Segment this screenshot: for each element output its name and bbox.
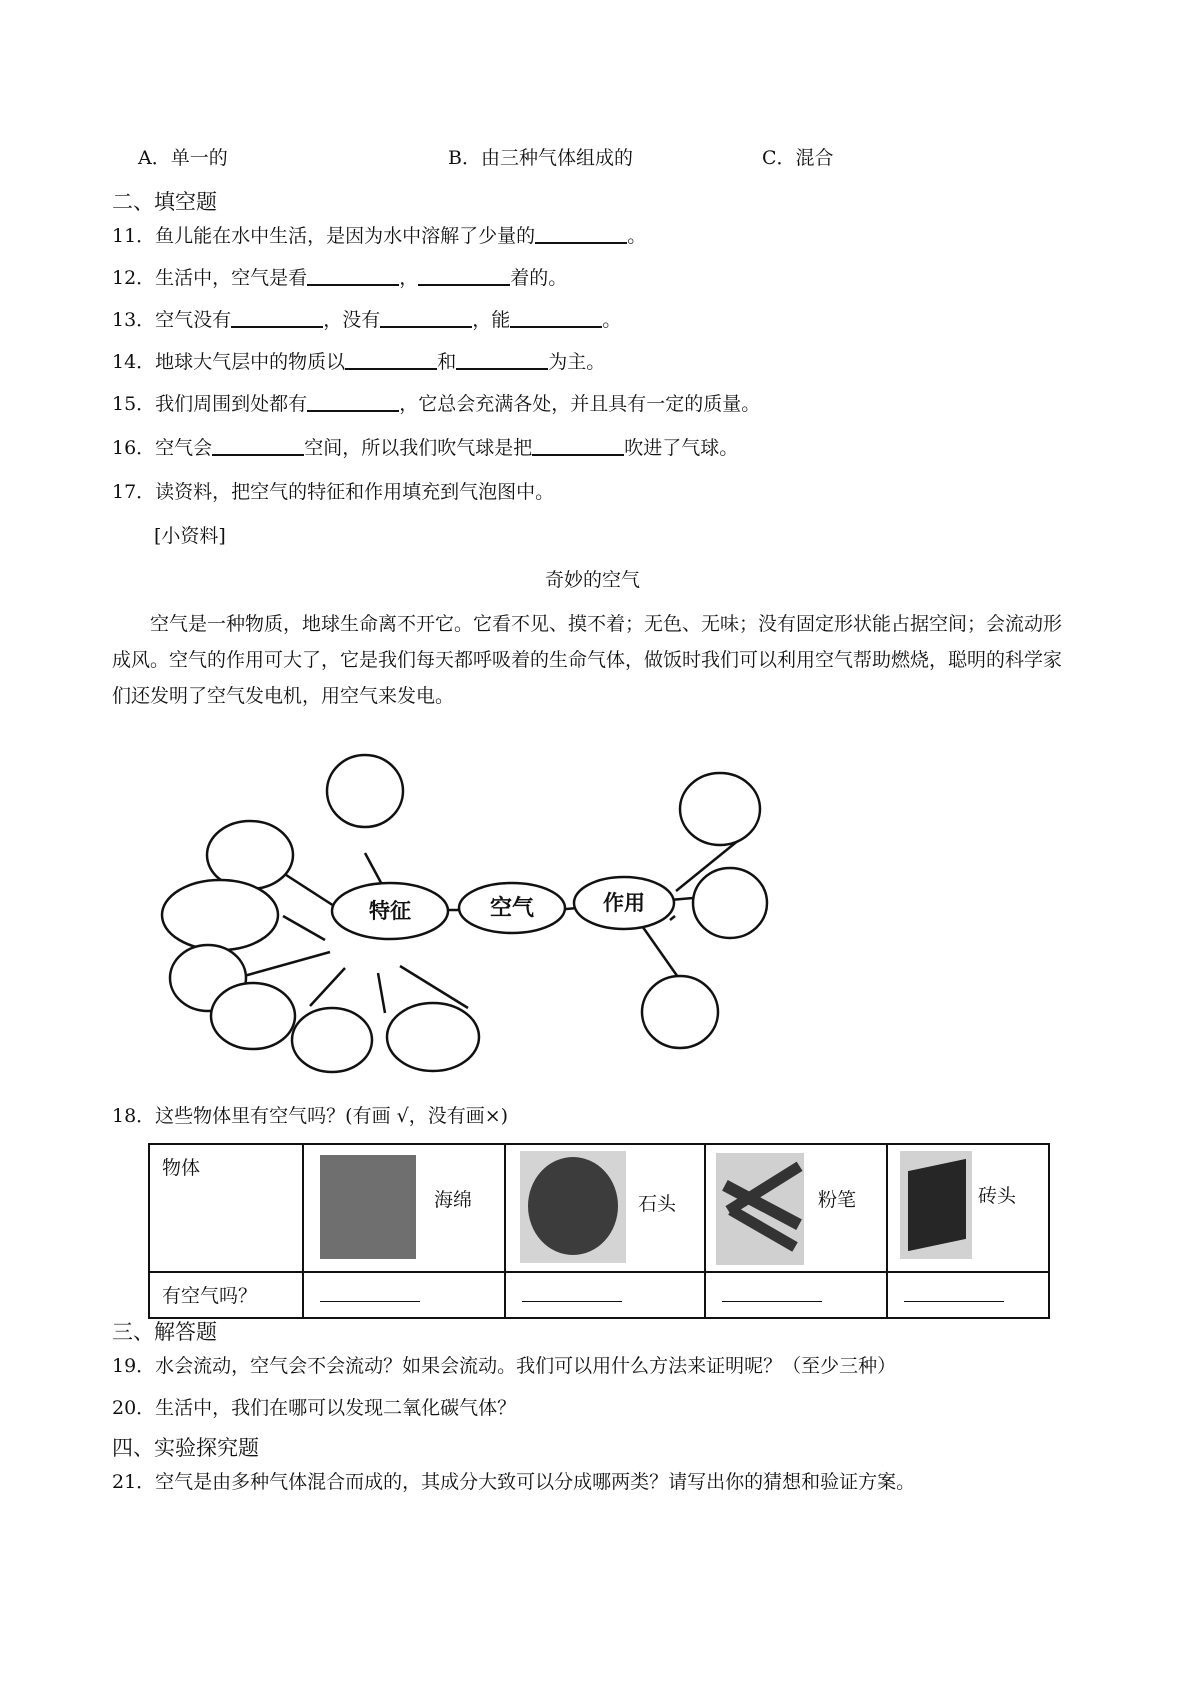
question-17: 17．读资料，把空气的特征和作用填充到气泡图中。: [112, 481, 555, 503]
cell-sponge: [303, 1144, 505, 1272]
q14-text: 14．地球大气层中的物质以: [112, 351, 346, 373]
chalk-image: [716, 1153, 804, 1265]
q12-mid: ，: [399, 267, 419, 289]
use-bubble-3[interactable]: [642, 976, 718, 1048]
air-label: 空气: [489, 896, 535, 921]
question-18: 18．这些物体里有空气吗？(有画 √，没有画×): [112, 1105, 509, 1127]
question-15: [112, 392, 760, 416]
use-bubble-2[interactable]: [693, 868, 767, 938]
section-title-answer: 三、解答题: [112, 1320, 217, 1344]
question-12: [112, 266, 567, 290]
answer-line[interactable]: [904, 1301, 1004, 1302]
feature-label: 特征: [369, 899, 411, 923]
cell-brick: [887, 1144, 1049, 1272]
stone-image: [520, 1151, 626, 1263]
q11-end: 。: [627, 225, 647, 247]
row2-header: 有空气吗？: [162, 1285, 258, 1307]
table-header-has-air: [149, 1272, 303, 1318]
question-19: 19．水会流动，空气会不会流动？如果会流动。我们可以用什么方法来证明呢？（至少三种）: [112, 1355, 897, 1377]
option-c: C．混合: [762, 147, 834, 169]
objects-table: [148, 1143, 1050, 1319]
answer-blank[interactable]: [345, 350, 437, 370]
feature-bubble-5[interactable]: [211, 983, 295, 1049]
q15-end: ，它总会充满各处，并且具有一定的质量。: [399, 393, 761, 415]
feature-bubble-1[interactable]: [327, 755, 403, 827]
use-label: 作用: [603, 891, 645, 915]
cell-chalk: [705, 1144, 887, 1272]
feature-bubble-6[interactable]: [292, 1008, 372, 1072]
chalk-label: 粉笔: [818, 1189, 857, 1211]
answer-blank[interactable]: [456, 350, 548, 370]
answer-blank[interactable]: [532, 436, 624, 456]
section-title-experiment: 四、实验探究题: [112, 1436, 259, 1460]
q11-text: 11．鱼儿能在水中生活，是因为水中溶解了少量的: [112, 225, 536, 247]
use-bubble-1[interactable]: [680, 773, 760, 845]
question-20: 20．生活中，我们在哪可以发现二氧化碳气体？: [112, 1397, 517, 1419]
q14-end: 为主。: [548, 351, 606, 373]
option-b: B．由三种气体组成的: [448, 147, 633, 169]
answer-line[interactable]: [722, 1301, 822, 1302]
question-11: [112, 224, 646, 248]
answer-blank[interactable]: [307, 266, 399, 286]
answer-blank[interactable]: [231, 308, 323, 328]
q12-end: 着的。: [510, 267, 568, 289]
bubble-map: [160, 748, 810, 1088]
answer-line[interactable]: [320, 1301, 420, 1302]
row1-header: 物体: [162, 1157, 201, 1179]
answer-blank[interactable]: [535, 224, 627, 244]
q13-text: 13．空气没有: [112, 309, 232, 331]
answer-cell-chalk[interactable]: [705, 1272, 887, 1318]
answer-blank[interactable]: [380, 308, 472, 328]
brick-label: 砖头: [978, 1185, 1017, 1207]
q13-mid1: ，没有: [323, 309, 381, 331]
answer-blank[interactable]: [307, 392, 399, 412]
answer-blank[interactable]: [510, 308, 602, 328]
answer-blank[interactable]: [212, 436, 304, 456]
material-paragraph: 空气是一种物质，地球生命离不开它。它看不见、摸不着；无色、无味；没有固定形状能占据空间；会流动形成风。空气的作用可大了，它是我们每天都呼吸着的生命气体，做饭时我们可以利用空气帮助燃烧，聪明的科学家们还发明了空气发电机，用空气来发电。: [112, 613, 1063, 707]
material-title: 奇妙的空气: [545, 569, 641, 591]
q13-mid2: ，能: [472, 309, 511, 331]
answer-cell-sponge[interactable]: [303, 1272, 505, 1318]
question-14: [112, 350, 605, 374]
sponge-image: [320, 1155, 416, 1259]
question-13: [112, 308, 621, 332]
answer-blank[interactable]: [418, 266, 510, 286]
q12-text: 12．生活中，空气是看: [112, 267, 308, 289]
option-a: A．单一的: [138, 147, 228, 169]
q14-mid: 和: [437, 351, 457, 373]
question-16: [112, 436, 738, 460]
brick-image: [900, 1151, 972, 1259]
question-21: 21．空气是由多种气体混合而成的，其成分大致可以分成哪两类？请写出你的猜想和验证方案。: [112, 1471, 916, 1493]
sponge-label: 海绵: [434, 1189, 473, 1211]
section-title-fill-blank: 二、填空题: [112, 190, 217, 214]
q13-end: 。: [602, 309, 622, 331]
material-label: [小资料]: [154, 525, 226, 547]
q15-text: 15．我们周围到处都有: [112, 393, 308, 415]
answer-cell-brick[interactable]: [887, 1272, 1049, 1318]
cell-stone: [505, 1144, 705, 1272]
feature-bubble-3[interactable]: [162, 880, 278, 950]
answer-cell-stone[interactable]: [505, 1272, 705, 1318]
q16-text: 16．空气会: [112, 437, 213, 459]
q16-mid: 空间，所以我们吹气球是把: [304, 437, 533, 459]
table-header-object: [149, 1144, 303, 1272]
answer-line[interactable]: [522, 1301, 622, 1302]
stone-label: 石头: [638, 1193, 677, 1215]
q16-end: 吹进了气球。: [624, 437, 739, 459]
feature-bubble-7[interactable]: [387, 1003, 479, 1071]
